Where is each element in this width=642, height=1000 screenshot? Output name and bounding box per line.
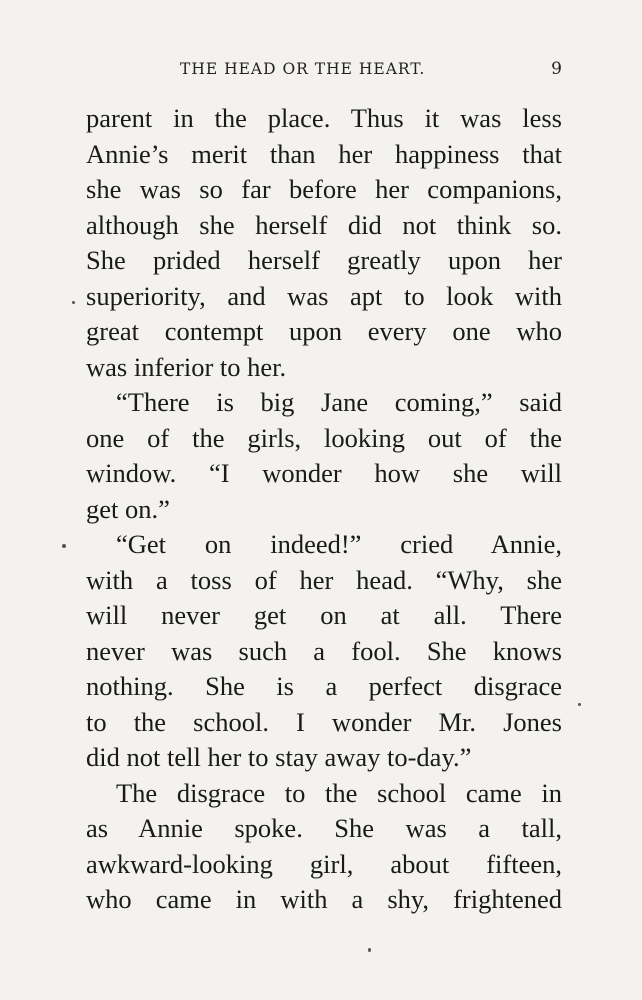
text-line: was inferior to her. (86, 351, 287, 382)
text-line: great contempt upon every one who (86, 316, 562, 346)
text-line: she was so far before her companions, (86, 174, 562, 204)
page-number: 9 (551, 59, 562, 79)
text-line: window. “I wonder how she will (86, 458, 562, 488)
text-line: who came in with a shy, frightened (86, 884, 562, 914)
text-line: with a toss of her head. “Why, she (86, 564, 562, 595)
text-line: The disgrace to the school came in (116, 777, 562, 808)
text-line: “Get on indeed!” cried Annie, (116, 529, 562, 559)
body-text (86, 101, 562, 918)
text-line: as Annie spoke. She was a tall, (86, 813, 562, 843)
text-line: awkward-looking girl, about fifteen, (86, 848, 562, 879)
text-line: one of the girls, looking out of the (86, 422, 562, 453)
print-speck (368, 948, 371, 952)
text-line: Annie’s merit than her happiness that (86, 138, 562, 169)
running-head (86, 60, 562, 84)
running-title: THE HEAD OR THE HEART. (180, 60, 426, 78)
text-line: get on.” (86, 493, 170, 524)
text-line: parent in the place. Thus it was less (86, 103, 562, 133)
text-line: to the school. I wonder Mr. Jones (86, 706, 562, 737)
text-line: “There is big Jane coming,” said (116, 387, 562, 417)
text-line: will never get on at all. There (86, 600, 562, 630)
print-speck (72, 301, 75, 304)
text-line: She prided herself greatly upon her (86, 245, 562, 275)
text-line: did not tell her to stay away to-day.” (86, 742, 472, 772)
print-speck (62, 544, 66, 548)
print-speck (578, 703, 581, 706)
text-line: never was such a fool. She knows (86, 635, 562, 666)
text-line: nothing. She is a perfect disgrace (86, 671, 562, 701)
text-line: although she herself did not think so. (86, 209, 562, 240)
text-line: superiority, and was apt to look with (86, 280, 562, 311)
